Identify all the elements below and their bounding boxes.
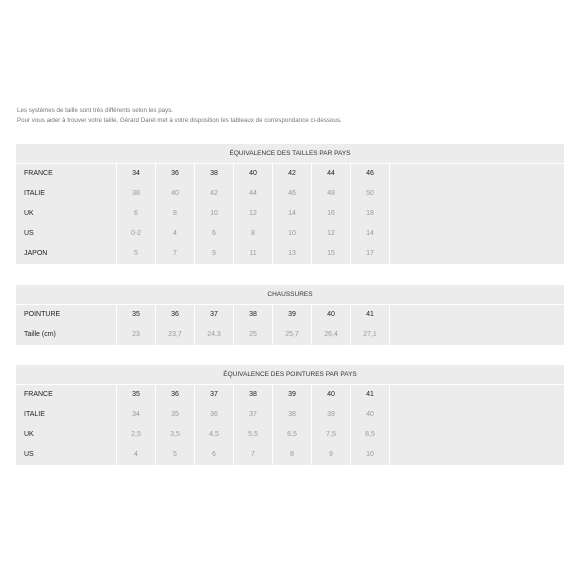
clothing-size-table [16, 144, 564, 264]
table-cell: 37 [194, 305, 233, 325]
row-filler [390, 184, 564, 204]
table-cell: 38 [233, 385, 272, 405]
table-cell: 38 [233, 305, 272, 325]
row-label: FRANCE [24, 170, 53, 177]
table-cell: 6 [194, 224, 233, 244]
table-row [16, 184, 564, 204]
table-cell: 39 [272, 305, 311, 325]
table-cell: 40 [233, 164, 272, 184]
table-cell: 15 [311, 244, 350, 264]
table-cell: 37 [194, 385, 233, 405]
table-cell: 50 [350, 184, 389, 204]
row-filler [390, 164, 564, 184]
table-cell: 35 [116, 305, 155, 325]
table-cell: 42 [272, 164, 311, 184]
table-cell: 2,5 [116, 425, 155, 445]
row-label: Taille (cm) [24, 331, 56, 338]
table-cell: 41 [350, 385, 389, 405]
row-label: ITALIE [24, 411, 45, 418]
table-cell: 35 [116, 385, 155, 405]
table-cell: 25,7 [272, 325, 311, 345]
table-cell: 37 [233, 405, 272, 425]
table-cell: 11 [233, 244, 272, 264]
table-cell: 7 [233, 445, 272, 465]
table-cell: 13 [272, 244, 311, 264]
table-row [16, 405, 564, 425]
table-cell: 8 [233, 224, 272, 244]
table-cell: 9 [194, 244, 233, 264]
table-cell: 40 [311, 385, 350, 405]
table-cell: 24,3 [194, 325, 233, 345]
table-cell: 6,5 [272, 425, 311, 445]
table-cell: 42 [194, 184, 233, 204]
table-cell: 44 [311, 164, 350, 184]
table-title: ÉQUIVALENCE DES TAILLES PAR PAYS [16, 144, 564, 164]
table-row [16, 385, 564, 405]
table-cell: 44 [233, 184, 272, 204]
row-filler [390, 385, 564, 405]
table-row [16, 164, 564, 184]
table-cell: 40 [350, 405, 389, 425]
row-label: ITALIE [24, 190, 45, 197]
table-cell: 10 [194, 204, 233, 224]
row-label: US [24, 451, 34, 458]
table-cell: 10 [350, 445, 389, 465]
row-filler [390, 425, 564, 445]
row-label: POINTURE [24, 311, 61, 318]
table-cell: 36 [155, 305, 194, 325]
table-cell: 46 [272, 184, 311, 204]
table-cell: 8,5 [350, 425, 389, 445]
intro-line-2: Pour vous aider à trouver votre taille, Gérard Darel met à votre disposition les tableaux de correspondance ci-dessous. [17, 117, 342, 124]
table-row [16, 445, 564, 465]
shoe-size-table [16, 285, 564, 345]
intro-line-1: Les systèmes de taille sont très différents selon les pays. [17, 107, 174, 114]
table-body [16, 164, 564, 264]
table-cell: 36 [155, 385, 194, 405]
table-cell: 14 [272, 204, 311, 224]
row-label: FRANCE [24, 391, 53, 398]
table-cell: 34 [116, 405, 155, 425]
table-title: CHAUSSURES [16, 285, 564, 305]
table-row [16, 305, 564, 325]
table-cell: 5,5 [233, 425, 272, 445]
table-body [16, 305, 564, 345]
table-cell: 12 [233, 204, 272, 224]
table-cell: 23,7 [155, 325, 194, 345]
table-row [16, 244, 564, 264]
row-filler [390, 445, 564, 465]
row-filler [390, 325, 564, 345]
table-cell: 23 [116, 325, 155, 345]
table-cell: 38 [116, 184, 155, 204]
table-cell: 40 [311, 305, 350, 325]
row-filler [390, 224, 564, 244]
table-cell: 36 [194, 405, 233, 425]
table-cell: 26,4 [311, 325, 350, 345]
table-cell: 34 [116, 164, 155, 184]
table-cell: 17 [350, 244, 389, 264]
row-filler [390, 305, 564, 325]
row-label: US [24, 230, 34, 237]
table-cell: 27,1 [350, 325, 389, 345]
table-cell: 38 [272, 405, 311, 425]
row-filler [390, 405, 564, 425]
table-row [16, 425, 564, 445]
table-row [16, 224, 564, 244]
table-cell: 6 [116, 204, 155, 224]
table-cell: 41 [350, 305, 389, 325]
table-cell: 8 [155, 204, 194, 224]
table-title: ÉQUIVALENCE DES POINTURES PAR PAYS [16, 365, 564, 385]
table-body [16, 385, 564, 465]
table-cell: 36 [155, 164, 194, 184]
intro-text [17, 106, 342, 126]
table-cell: 8 [272, 445, 311, 465]
table-cell: 7,5 [311, 425, 350, 445]
table-cell: 4,5 [194, 425, 233, 445]
table-cell: 25 [233, 325, 272, 345]
table-cell: 7 [155, 244, 194, 264]
table-cell: 18 [350, 204, 389, 224]
table-cell: 39 [311, 405, 350, 425]
table-cell: 35 [155, 405, 194, 425]
table-cell: 5 [116, 244, 155, 264]
table-cell: 40 [155, 184, 194, 204]
table-row [16, 325, 564, 345]
table-cell: 0-2 [116, 224, 155, 244]
table-cell: 39 [272, 385, 311, 405]
table-cell: 14 [350, 224, 389, 244]
row-label: UK [24, 210, 34, 217]
row-filler [390, 244, 564, 264]
table-cell: 4 [155, 224, 194, 244]
table-cell: 3,5 [155, 425, 194, 445]
table-cell: 4 [116, 445, 155, 465]
table-row [16, 204, 564, 224]
row-label: JAPON [24, 250, 48, 257]
table-cell: 12 [311, 224, 350, 244]
row-label: UK [24, 431, 34, 438]
row-filler [390, 204, 564, 224]
table-cell: 10 [272, 224, 311, 244]
table-cell: 16 [311, 204, 350, 224]
table-cell: 6 [194, 445, 233, 465]
shoe-country-table [16, 365, 564, 465]
table-cell: 5 [155, 445, 194, 465]
table-cell: 9 [311, 445, 350, 465]
table-cell: 48 [311, 184, 350, 204]
table-cell: 46 [350, 164, 389, 184]
table-cell: 38 [194, 164, 233, 184]
